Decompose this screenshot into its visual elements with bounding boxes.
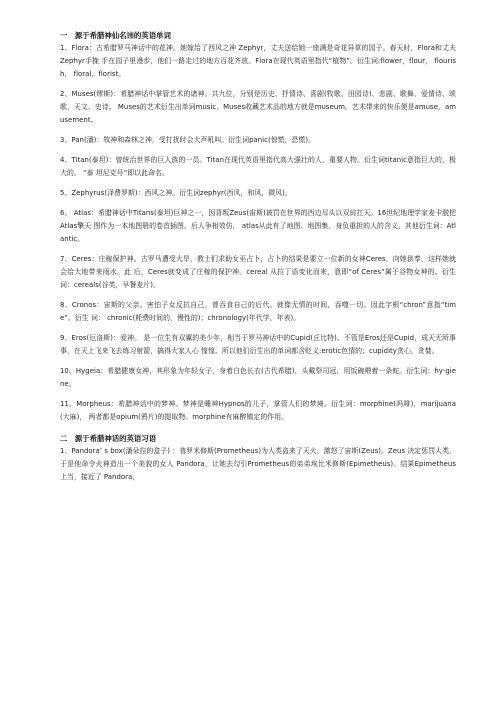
entry-atlas: 6、 Atlas：希腊神话中Titans(泰坦)巨神之一，因背叛Zeus(宙斯)被罚在世界的西边尽头以双肩扛天。16世纪地理学家麦卡脱把Atlas擎天 图作为一本地图册的卷首插图。后人争相效仿， atlas从此有了地图、地图集、身负重担的人的含义。其他衍生词：Atlantic。 (60, 209, 456, 243)
entry-muses: 2、Muses(缪斯)：希腊神话中掌管艺术的诸神。共九位，分别是历史、抒情诗、喜剧(牧歌、田园诗)、悲剧、歌舞、爱情诗、颂歌、天文、史诗。 Muses的艺术衍生出单词music，Muses收藏艺术品的地方就是museum。艺术带来的快乐便是amuse，amusement。 (60, 90, 456, 124)
entry-hygeia: 10、Hygeia：希腊健康女神，其形象为年轻女子，身着白色长衣(古代希腊)，头戴祭司冠，用饭碗喂着一条蛇。衍生词：hy-giene。 (60, 367, 456, 388)
entry-morpheus: 11、Morpheus：希腊神话中的梦神。梦神是睡神Hypnos的儿子，掌管人们的梦境。衍生词：morphine(吗啡)，marijuana(大麻)， 两者都是opium(鸦片)的提取物。morphine有麻醉镇定的作用。 (60, 400, 456, 421)
section-1-heading: 一 源于希腊神仙名讳的英语单词 (60, 31, 171, 40)
entry-pandoras-box: 1、Pandora’ s box(潘朵拉的盒子) ：普罗米修斯(Prometheus)为人类盗来了天火，激怒了宙斯(Zeus)。Zeus 决定惩罚人类，于是他命令火神造出一个美貌的女人 Pandora，让她去勾引Prometheus的弟弟埃比米修斯(Epimetheus)。结果Epimetheus上当，接近了 Pandora， (60, 447, 456, 481)
entry-ceres: 7、Ceres：庄稼保护神。古罗马遭受大旱，教士们求助女巫占卜，占卜的结果是要立一位新的女神Ceres，向她供奉，这样她就会给大地带来雨水。此 后，Ceres就变成了庄稼的保护神。cereal 从拉丁语变化而来，意即“of Ceres”属于谷物女神的。衍生词：cereals(谷类，早餐麦片)。 (60, 255, 456, 289)
entry-titan: 4、Titan(泰坦)：曾统治世界的巨人族的一员。Titan在现代英语里指代高大强壮的人，重要人物。衍生词titanic意指巨大的，极大的。 “泰 坦尼克号”即以此命名。 (60, 156, 456, 177)
entry-zephyrus: 5、Zephyrus(泽费罗斯)：西风之神。衍生词zephyr(西风，和风，微风)。 (60, 189, 292, 197)
entry-flora: 1、Flora：古希腊罗马神话中的花神。她嫁给了西风之神 Zephyr，丈夫送给她一座满是奇花异草的园子。春天时，Flora和丈夫Zephyr手挽 手在园子里漫步，他们一路走过的地方百花齐放。Flora在现代英语里指代“植物”。衍生词:flower，flour， flourish， floral，florist。 (60, 44, 456, 78)
document-page (60, 30, 456, 491)
entry-eros: 9、Eros(厄洛斯)：爱神。 是一位生有双翼的美少年，相当于罗马神话中的Cupid(丘比特)。不管是Eros还是Cupid，成天无所事事，在天上飞来飞去练习射箭，搞得大家人心 惶惶。所以他们衍生出的单词都含贬义:erotic色情的；cupidity贪心，贪婪。 (60, 334, 456, 355)
entry-cronos: 8、Cronos：宙斯的父亲。害怕子女反抗自己，曾吞食自己的后代。就像无情的时间，吞噬一切。因此字根“chron”意指“time”。衍生 词： chronic(耗费时间的，慢性的)；chronology(年代学，年表)。 (60, 301, 456, 322)
section-2-heading: 二 源于希腊神话的英语习语 (60, 434, 157, 443)
entry-pan: 3、Pan(潘)：牧神和森林之神，受打扰时会大声吼叫。衍生词panic(惊慌，恐慌)。 (60, 136, 316, 144)
